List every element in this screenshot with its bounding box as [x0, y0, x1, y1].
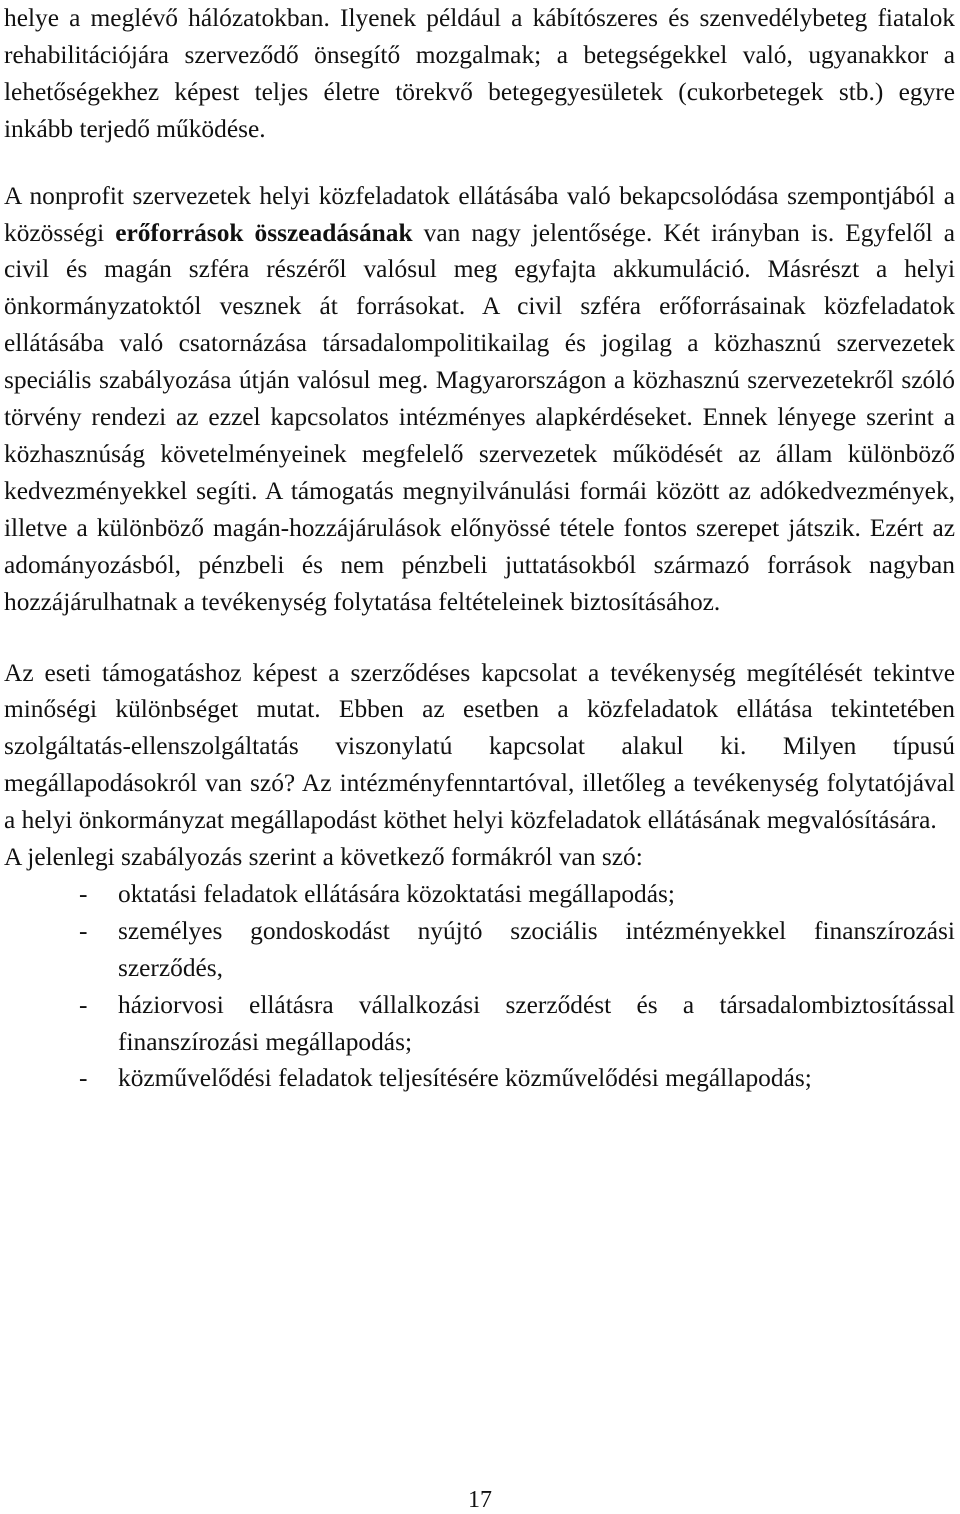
paragraph-spacer — [4, 148, 955, 178]
list-item-text: oktatási feladatok ellátására közoktatási megállapodás; — [118, 879, 675, 908]
list-item-text: közművelődési feladatok teljesítésére közművelődési megállapodás; — [118, 1064, 812, 1093]
list-item-text: személyes gondoskodást nyújtó szociális intézményekkel finanszírozási szerződés, — [118, 916, 955, 982]
agreement-types-list — [4, 876, 955, 1097]
document-page — [4, 0, 955, 1097]
list-item — [4, 913, 955, 987]
paragraph-list-intro: A jelenlegi szabályozás szerint a következő formákról van szó: — [4, 843, 643, 872]
list-dash: - — [79, 1064, 88, 1093]
paragraph-spacer — [4, 621, 955, 655]
list-dash: - — [79, 916, 88, 945]
page-number: 17 — [468, 1487, 492, 1513]
list-item — [4, 1060, 955, 1097]
paragraph-text: A nonprofit szervezetek helyi közfeladatok ellátásába való bekapcsolódása szempontjából a közösségi — [4, 181, 955, 247]
paragraph-self-help-organizations: helye a meglévő hálózatokban. Ilyenek például a kábítószeres és szenvedélybeteg fiatalok rehabilitációjára szerveződő önsegítő mozgalmak; a betegségekkel való, ugyanakkor a lehetőségekhez képest teljes életre törekvő betegegyesületek (cukorbetegek stb.) egyre inkább terjedő működése. — [4, 4, 955, 143]
list-item — [4, 876, 955, 913]
list-dash: - — [79, 990, 88, 1019]
list-item — [4, 987, 955, 1061]
bold-emphasis: erőforrások összeadásának — [115, 218, 413, 247]
list-dash: - — [79, 879, 88, 908]
list-item-text: háziorvosi ellátásra vállalkozási szerződést és a társadalombiztosítással finanszírozási megállapodás; — [118, 990, 955, 1056]
paragraph-text: van nagy jelentősége. Két irányban is. Egyfelől a civil és magán szféra részéről valósul meg egyfajta akkumuláció. Másrészt a helyi önkormányzatoktól vesznek át forrásokat. A civil szféra erőforrásainak közfeladatok ellátásába való csatornázása társadalompolitikailag és jogilag a közhasznú szervezetek speciális szabályozása útján valósul meg. Magyarországon a közhasznú szervezetekről szóló törvény rendezi az ezzel kapcsolatos intézményes alapkérdéseket. Ennek lényege szerint a közhasznúság követelményeinek megfelelő szervezetek működését az állam különböző kedvezményekkel segíti. A támogatás megnyilvánulási formái között az adókedvezmények, illetve a különböző magán-hozzájárulások előnyössé tétele fontos szerepet játszik. Ezért az adományozásból, pénzbeli és nem pénzbeli juttatásokból származó források nagyban hozzájárulhatnak a tevékenység folytatása feltételeinek biztosításához. — [4, 218, 955, 616]
paragraph-resource-pooling — [4, 178, 955, 621]
paragraph-contractual-relationship: Az eseti támogatáshoz képest a szerződéses kapcsolat a tevékenység megítélését tekintve minőségi különbséget mutat. Ebben az esetben a közfeladatok ellátása tekintetében szolgáltatás-ellenszolgáltatás viszonylatú kapcsolat alakul ki. Milyen típusú megállapodásokról van szó? Az intézményfenntartóval, illetőleg a tevékenység folytatójával a helyi önkormányzat megállapodást köthet helyi közfeladatok ellátásának megvalósítására. — [4, 658, 955, 835]
